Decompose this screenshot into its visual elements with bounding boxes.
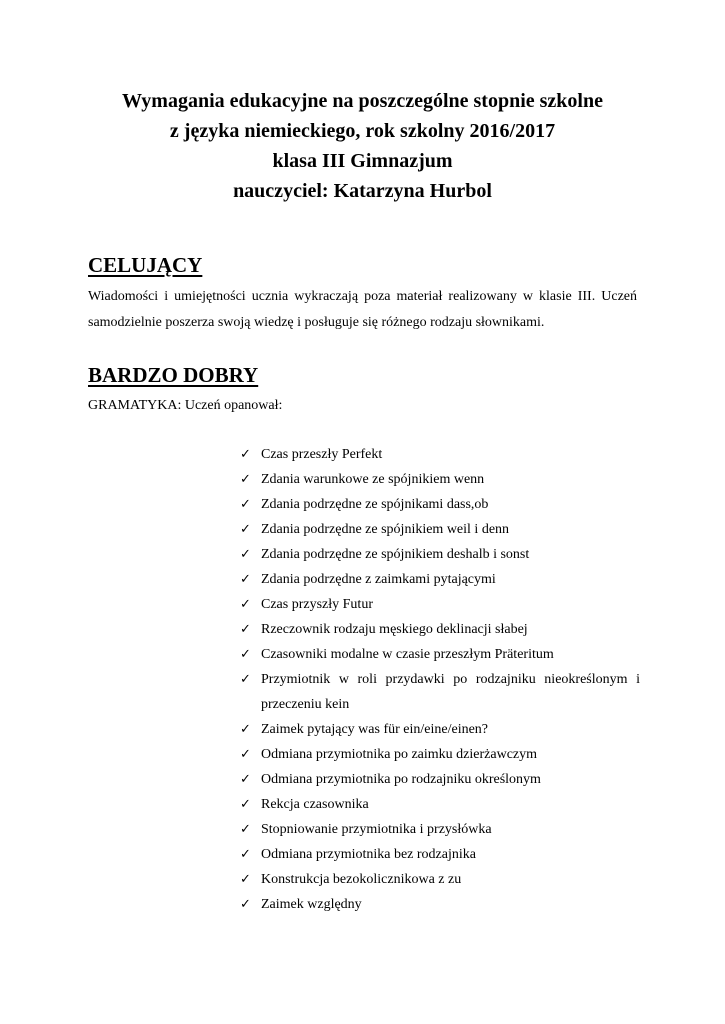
checklist-item: [240, 817, 640, 842]
title-line-1: Wymagania edukacyjne na poszczególne stopnie szkolne: [122, 90, 603, 112]
checklist-item-text: Przymiotnik w roli przydawki po rodzajniku nieokreślonym i przeczeniu kein: [261, 672, 640, 712]
check-icon: ✓: [240, 897, 251, 912]
checklist-item-text: Czasowniki modalne w czasie przeszłym Präteritum: [261, 647, 554, 662]
check-icon: ✓: [240, 522, 251, 537]
checklist-item: [240, 517, 640, 542]
checklist-item-text: Zdania podrzędne ze spójnikiem deshalb i sonst: [261, 547, 530, 562]
checklist-item-text: Rzeczownik rodzaju męskiego deklinacji słabej: [261, 622, 528, 637]
checklist-item-text: Konstrukcja bezokolicznikowa z zu: [261, 872, 462, 887]
checklist-item-text: Rekcja czasownika: [261, 797, 369, 812]
check-icon: ✓: [240, 772, 251, 787]
checklist-item-text: Zaimek pytający was für ein/eine/einen?: [261, 722, 489, 737]
grammar-checklist: [240, 442, 640, 917]
check-icon: ✓: [240, 547, 251, 562]
check-icon: ✓: [240, 597, 251, 612]
check-icon: ✓: [240, 672, 251, 687]
checklist-item: [240, 592, 640, 617]
checklist-item-text: Odmiana przymiotnika bez rodzajnika: [261, 847, 476, 862]
checklist-item-text: Zaimek względny: [261, 897, 362, 912]
checklist-item: [240, 717, 640, 742]
checklist-item: [240, 467, 640, 492]
checklist-item: [240, 442, 640, 467]
checklist-item-text: Czas przyszły Futur: [261, 597, 373, 612]
checklist-item: [240, 542, 640, 567]
check-icon: ✓: [240, 722, 251, 737]
celujacy-description: Wiadomości i umiejętności ucznia wykraczają poza materiał realizowany w klasie III. Uczeń samodzielnie poszerza swoją wiedzę i posługuje się różnego rodzaju słownikami.: [88, 289, 637, 330]
checklist-item: [240, 492, 640, 517]
check-icon: ✓: [240, 572, 251, 587]
title-line-4: nauczyciel: Katarzyna Hurbol: [233, 180, 492, 202]
check-icon: ✓: [240, 647, 251, 662]
check-icon: ✓: [240, 497, 251, 512]
checklist-item: [240, 642, 640, 667]
checklist-item-text: Zdania podrzędne ze spójnikami dass,ob: [261, 497, 489, 512]
checklist-item: [240, 867, 640, 892]
grammar-intro: GRAMATYKA: Uczeń opanował:: [88, 398, 283, 413]
checklist-item: [240, 617, 640, 642]
check-icon: ✓: [240, 872, 251, 887]
section-heading-celujacy: CELUJĄCY: [88, 253, 203, 277]
title-line-2: z języka niemieckiego, rok szkolny 2016/2017: [169, 120, 556, 142]
checklist-item-text: Stopniowanie przymiotnika i przysłówka: [261, 822, 492, 837]
check-icon: ✓: [240, 447, 251, 462]
check-icon: ✓: [240, 622, 251, 637]
checklist-item: [240, 792, 640, 817]
title-line-3: klasa III Gimnazjum: [272, 150, 453, 172]
checklist-item: [240, 567, 640, 592]
checklist-item-text: Zdania podrzędne ze spójnikiem weil i denn: [261, 522, 510, 537]
check-icon: ✓: [240, 847, 251, 862]
checklist-item: [240, 892, 640, 917]
checklist-item-text: Czas przeszły Perfekt: [261, 447, 383, 462]
check-icon: ✓: [240, 472, 251, 487]
checklist-item: [240, 667, 640, 717]
checklist-item-text: Zdania warunkowe ze spójnikiem wenn: [261, 472, 485, 487]
section-heading-bardzo-dobry: BARDZO DOBRY: [88, 363, 259, 387]
checklist-item: [240, 742, 640, 767]
checklist-item: [240, 842, 640, 867]
checklist-item: [240, 767, 640, 792]
checklist-item-text: Odmiana przymiotnika po rodzajniku określonym: [261, 772, 541, 787]
check-icon: ✓: [240, 797, 251, 812]
document-title: [0, 86, 725, 206]
checklist-item-text: Odmiana przymiotnika po zaimku dzierżawczym: [261, 747, 538, 762]
check-icon: ✓: [240, 747, 251, 762]
checklist-item-text: Zdania podrzędne z zaimkami pytającymi: [261, 572, 496, 587]
check-icon: ✓: [240, 822, 251, 837]
